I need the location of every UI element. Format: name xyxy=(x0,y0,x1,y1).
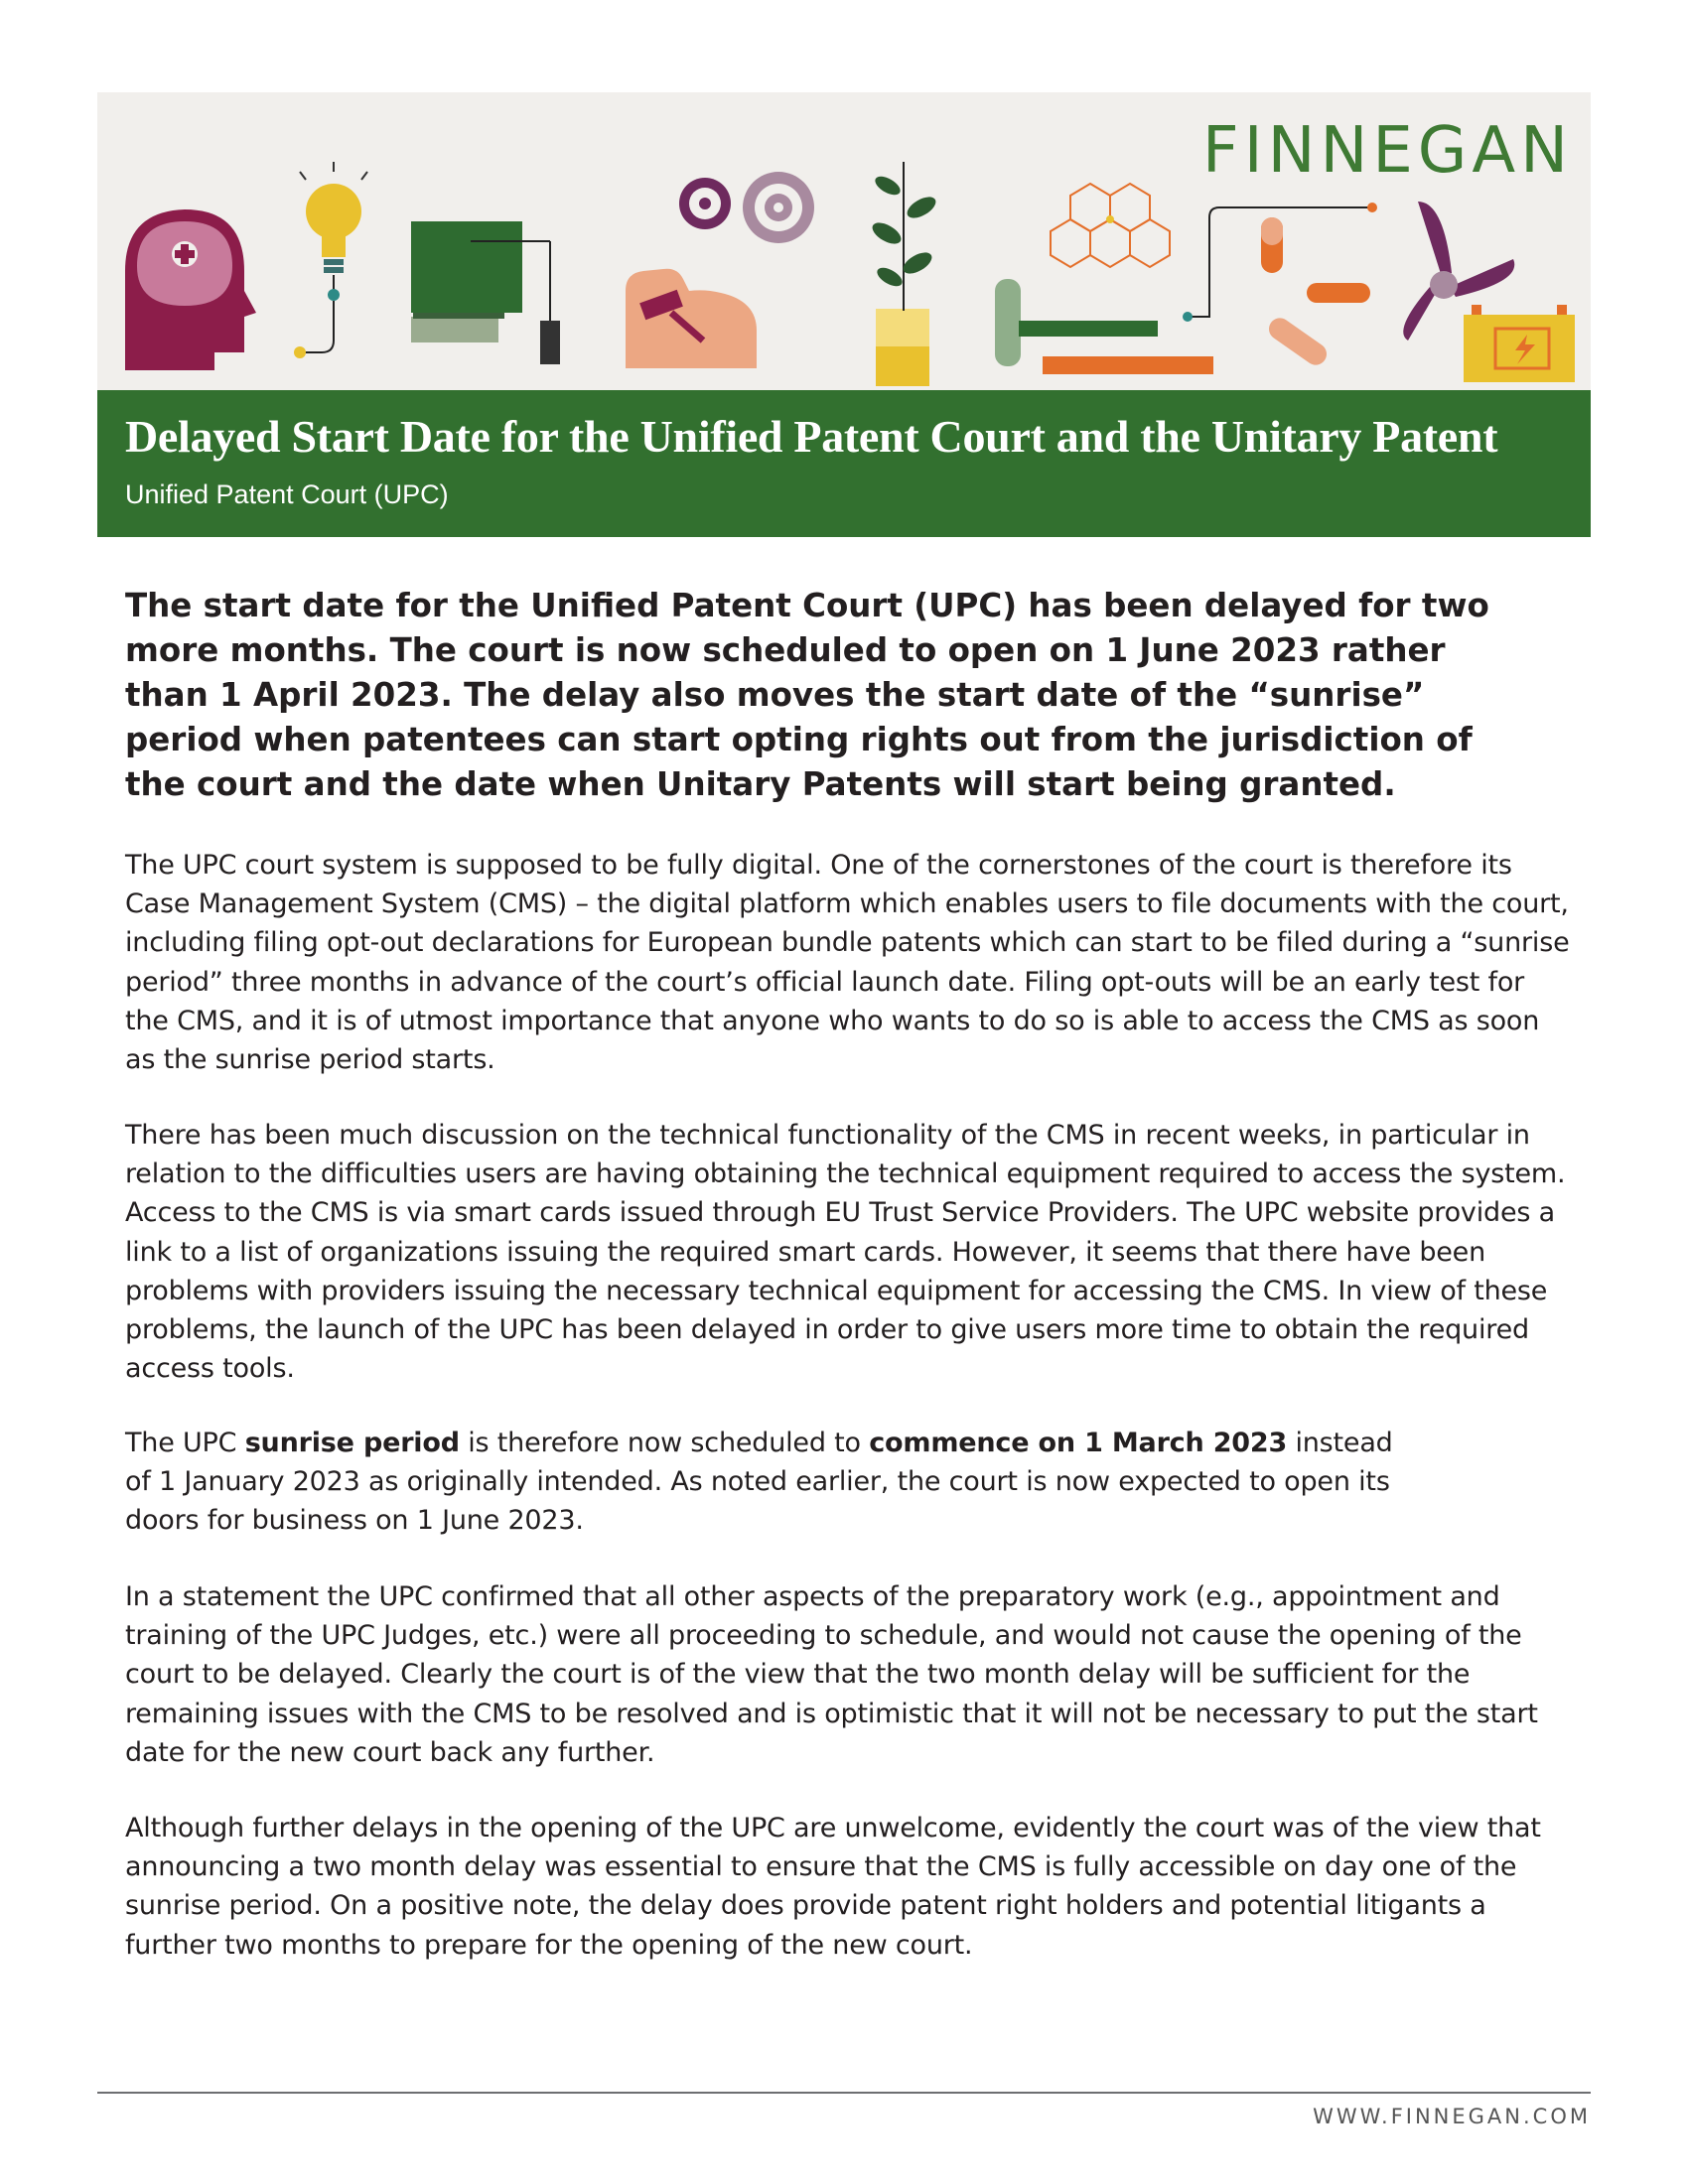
title-bar xyxy=(97,390,1591,537)
emphasis-sunrise-period: sunrise period xyxy=(244,1428,460,1458)
paragraph-text: instead of 1 January 2023 as originally intended. As noted earlier, the court is now expected to open its doors for business on 1 June 2023. xyxy=(125,1428,1393,1537)
pills-icon xyxy=(1261,217,1370,369)
footer-url[interactable]: WWW.FINNEGAN.COM xyxy=(1313,2105,1591,2128)
lead-paragraph: The start date for the Unified Patent Court (UPC) has been delayed for two more months. The court is now scheduled to open on 1 June 2023 rather than 1 April 2023. The delay also moves the start date of the “sunrise” period when patentees can start opting rights out from the jurisdiction of the court and the date when Unitary Patents will start being granted. xyxy=(125,587,1489,803)
body-paragraph-2: There has been much discussion on the technical functionality of the CMS in recent weeks, in particular in relation to the difficulties users are having obtaining the technical equipment required to access the system. Access to the CMS is via smart cards issued through EU Trust Service Providers. The UPC website provides a link to a list of organizations issuing the required smart cards. However, it seems that there have been problems with providers issuing the necessary technical equipment for accessing the CMS. In view of these problems, the launch of the UPC has been delayed in order to give users more time to obtain the required access tools. xyxy=(125,1120,1566,1385)
ruler-icon xyxy=(995,279,1213,374)
body-paragraph-1: The UPC court system is supposed to be fully digital. One of the cornerstones of the court is therefore its Case Management System (CMS) – the digital platform which enables users to file documents with the court, including filing opt-out declarations for European bundle patents which can start to be filed during a “sunrise period” three months in advance of the court’s official launch date. Filing opt-outs will be an early test for the CMS, and it is of utmost importance that anyone who wants to do so is able to access the CMS as soon as the sunrise period starts. xyxy=(125,850,1570,1076)
paragraph-text: is therefore now scheduled to xyxy=(459,1428,870,1458)
molecule-icon xyxy=(1051,184,1170,267)
header-banner xyxy=(97,92,1591,390)
emphasis-commence-date: commence on 1 March 2023 xyxy=(869,1428,1288,1458)
body-paragraph-4: In a statement the UPC confirmed that all other aspects of the preparatory work (e.g., appointment and training of the UPC Judges, etc.) were all proceeding to schedule, and would not cause the opening of the court to be delayed. Clearly the court is of the view that the two month delay will be sufficient for the remaining issues with the CMS to be resolved and is optimistic that it will not be necessary to put the start date for the new court back any further. xyxy=(125,1581,1538,1768)
lightbulb-icon xyxy=(294,162,367,358)
body-paragraph-5: Although further delays in the opening of the UPC are unwelcome, evidently the court was of the view that announcing a two month delay was essential to ensure that the CMS is fully accessible on day one of the sunrise period. On a positive note, the delay does provide patent right holders and potential litigants a further two months to prepare for the opening of the new court. xyxy=(125,1813,1541,1961)
page-title: Delayed Start Date for the Unified Patent Court and the Unitary Patent xyxy=(125,411,1498,462)
book-icon xyxy=(411,221,560,364)
plant-icon xyxy=(869,162,939,386)
battery-icon xyxy=(1464,305,1575,382)
paragraph-text: The UPC xyxy=(125,1428,245,1458)
gears-icon xyxy=(679,172,814,243)
gavel-icon xyxy=(626,269,757,368)
body-paragraph-3 xyxy=(125,1424,1416,1541)
finnegan-logo[interactable]: FINNEGAN xyxy=(1201,114,1573,188)
page-subtitle: Unified Patent Court (UPC) xyxy=(125,479,449,509)
footer-divider xyxy=(97,2092,1591,2094)
head-icon xyxy=(125,209,256,370)
